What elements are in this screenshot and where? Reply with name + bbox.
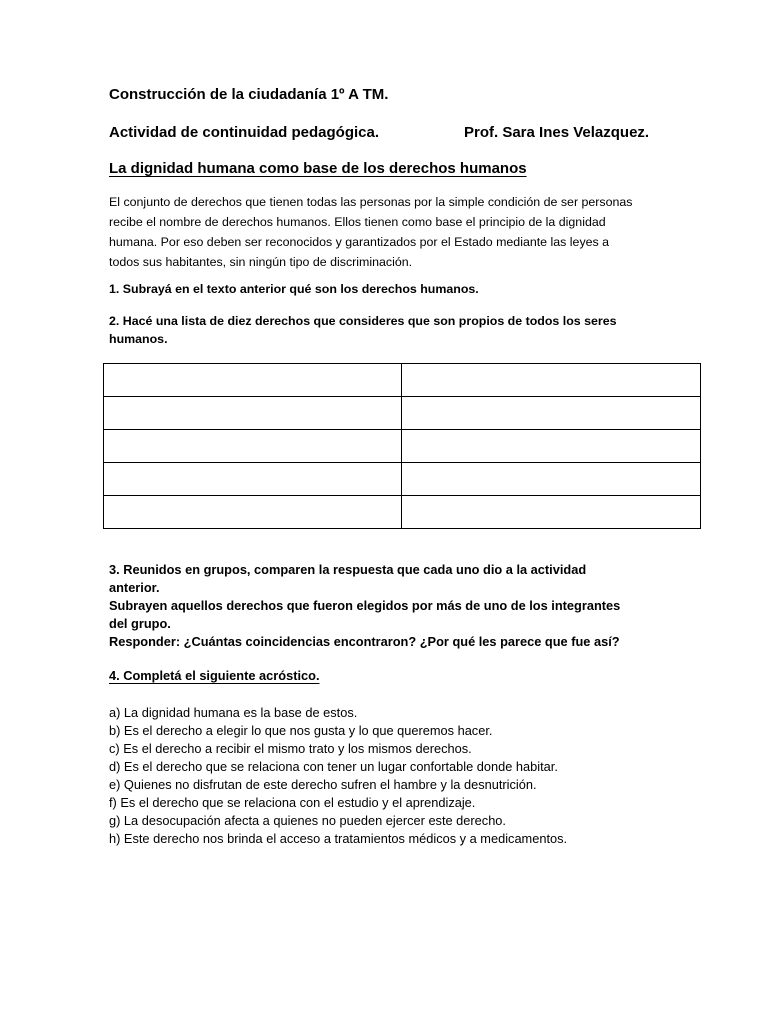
intro-line: recibe el nombre de derechos humanos. Ellos tienen como base el principio de la dignidad: [109, 215, 606, 229]
table-row: [104, 364, 701, 397]
answer-cell[interactable]: [104, 430, 402, 463]
intro-line: humana. Por eso deben ser reconocidos y garantizados por el Estado mediante las leyes a: [109, 235, 610, 249]
intro-line: todos sus habitantes, sin ningún tipo de discriminación.: [109, 255, 413, 269]
table-row: [104, 463, 701, 496]
question-3-line: Responder: ¿Cuántas coincidencias encontraron? ¿Por qué les parece que fue así?: [109, 634, 620, 649]
acrostic-clue: d) Es el derecho que se relaciona con tener un lugar confortable donde habitar.: [109, 759, 558, 774]
question-1: 1. Subrayá en el texto anterior qué son los derechos humanos.: [109, 282, 479, 296]
answer-cell[interactable]: [104, 364, 402, 397]
activity-heading: Actividad de continuidad pedagógica.: [109, 124, 380, 141]
question-3-line: Subrayen aquellos derechos que fueron elegidos por más de uno de los integrantes: [109, 598, 621, 613]
topic-subtitle: La dignidad humana como base de los derechos humanos: [109, 160, 527, 177]
question-2: [109, 312, 669, 348]
answer-cell[interactable]: [402, 397, 701, 430]
teacher-name: Prof. Sara Ines Velazquez.: [464, 124, 650, 141]
table-row: [104, 496, 701, 529]
answer-cell[interactable]: [402, 430, 701, 463]
question-2-line: 2. Hacé una lista de diez derechos que consideres que son propios de todos los seres: [109, 314, 617, 328]
answer-cell[interactable]: [104, 496, 402, 529]
intro-line: El conjunto de derechos que tienen todas las personas por la simple condición de ser personas: [109, 195, 633, 209]
acrostic-clue: f) Es el derecho que se relaciona con el estudio y el aprendizaje.: [109, 795, 476, 810]
question-3-line: 3. Reunidos en grupos, comparen la respuesta que cada uno dio a la actividad: [109, 562, 587, 577]
question-3: [109, 561, 669, 651]
acrostic-clues: [109, 704, 669, 848]
answer-cell[interactable]: [104, 463, 402, 496]
answer-cell[interactable]: [402, 364, 701, 397]
acrostic-clue: a) La dignidad humana es la base de estos.: [109, 705, 358, 720]
answer-cell[interactable]: [402, 463, 701, 496]
question-3-line: del grupo.: [109, 616, 171, 631]
intro-paragraph: [109, 192, 669, 272]
acrostic-clue: h) Este derecho nos brinda el acceso a tratamientos médicos y a medicamentos.: [109, 831, 568, 846]
table-row: [104, 430, 701, 463]
acrostic-clue: b) Es el derecho a elegir lo que nos gusta y lo que queremos hacer.: [109, 723, 493, 738]
acrostic-clue: g) La desocupación afecta a quienes no pueden ejercer este derecho.: [109, 813, 506, 828]
answer-cell[interactable]: [402, 496, 701, 529]
question-4: 4. Completá el siguiente acróstico.: [109, 668, 320, 683]
acrostic-clue: e) Quienes no disfrutan de este derecho sufren el hambre y la desnutrición.: [109, 777, 537, 792]
course-title: Construcción de la ciudadanía 1º A TM.: [109, 86, 389, 103]
acrostic-clue: c) Es el derecho a recibir el mismo trato y los mismos derechos.: [109, 741, 472, 756]
question-2-line: humanos.: [109, 332, 168, 346]
rights-answer-table: [103, 363, 701, 529]
table-row: [104, 397, 701, 430]
question-3-line: anterior.: [109, 580, 160, 595]
answer-cell[interactable]: [104, 397, 402, 430]
